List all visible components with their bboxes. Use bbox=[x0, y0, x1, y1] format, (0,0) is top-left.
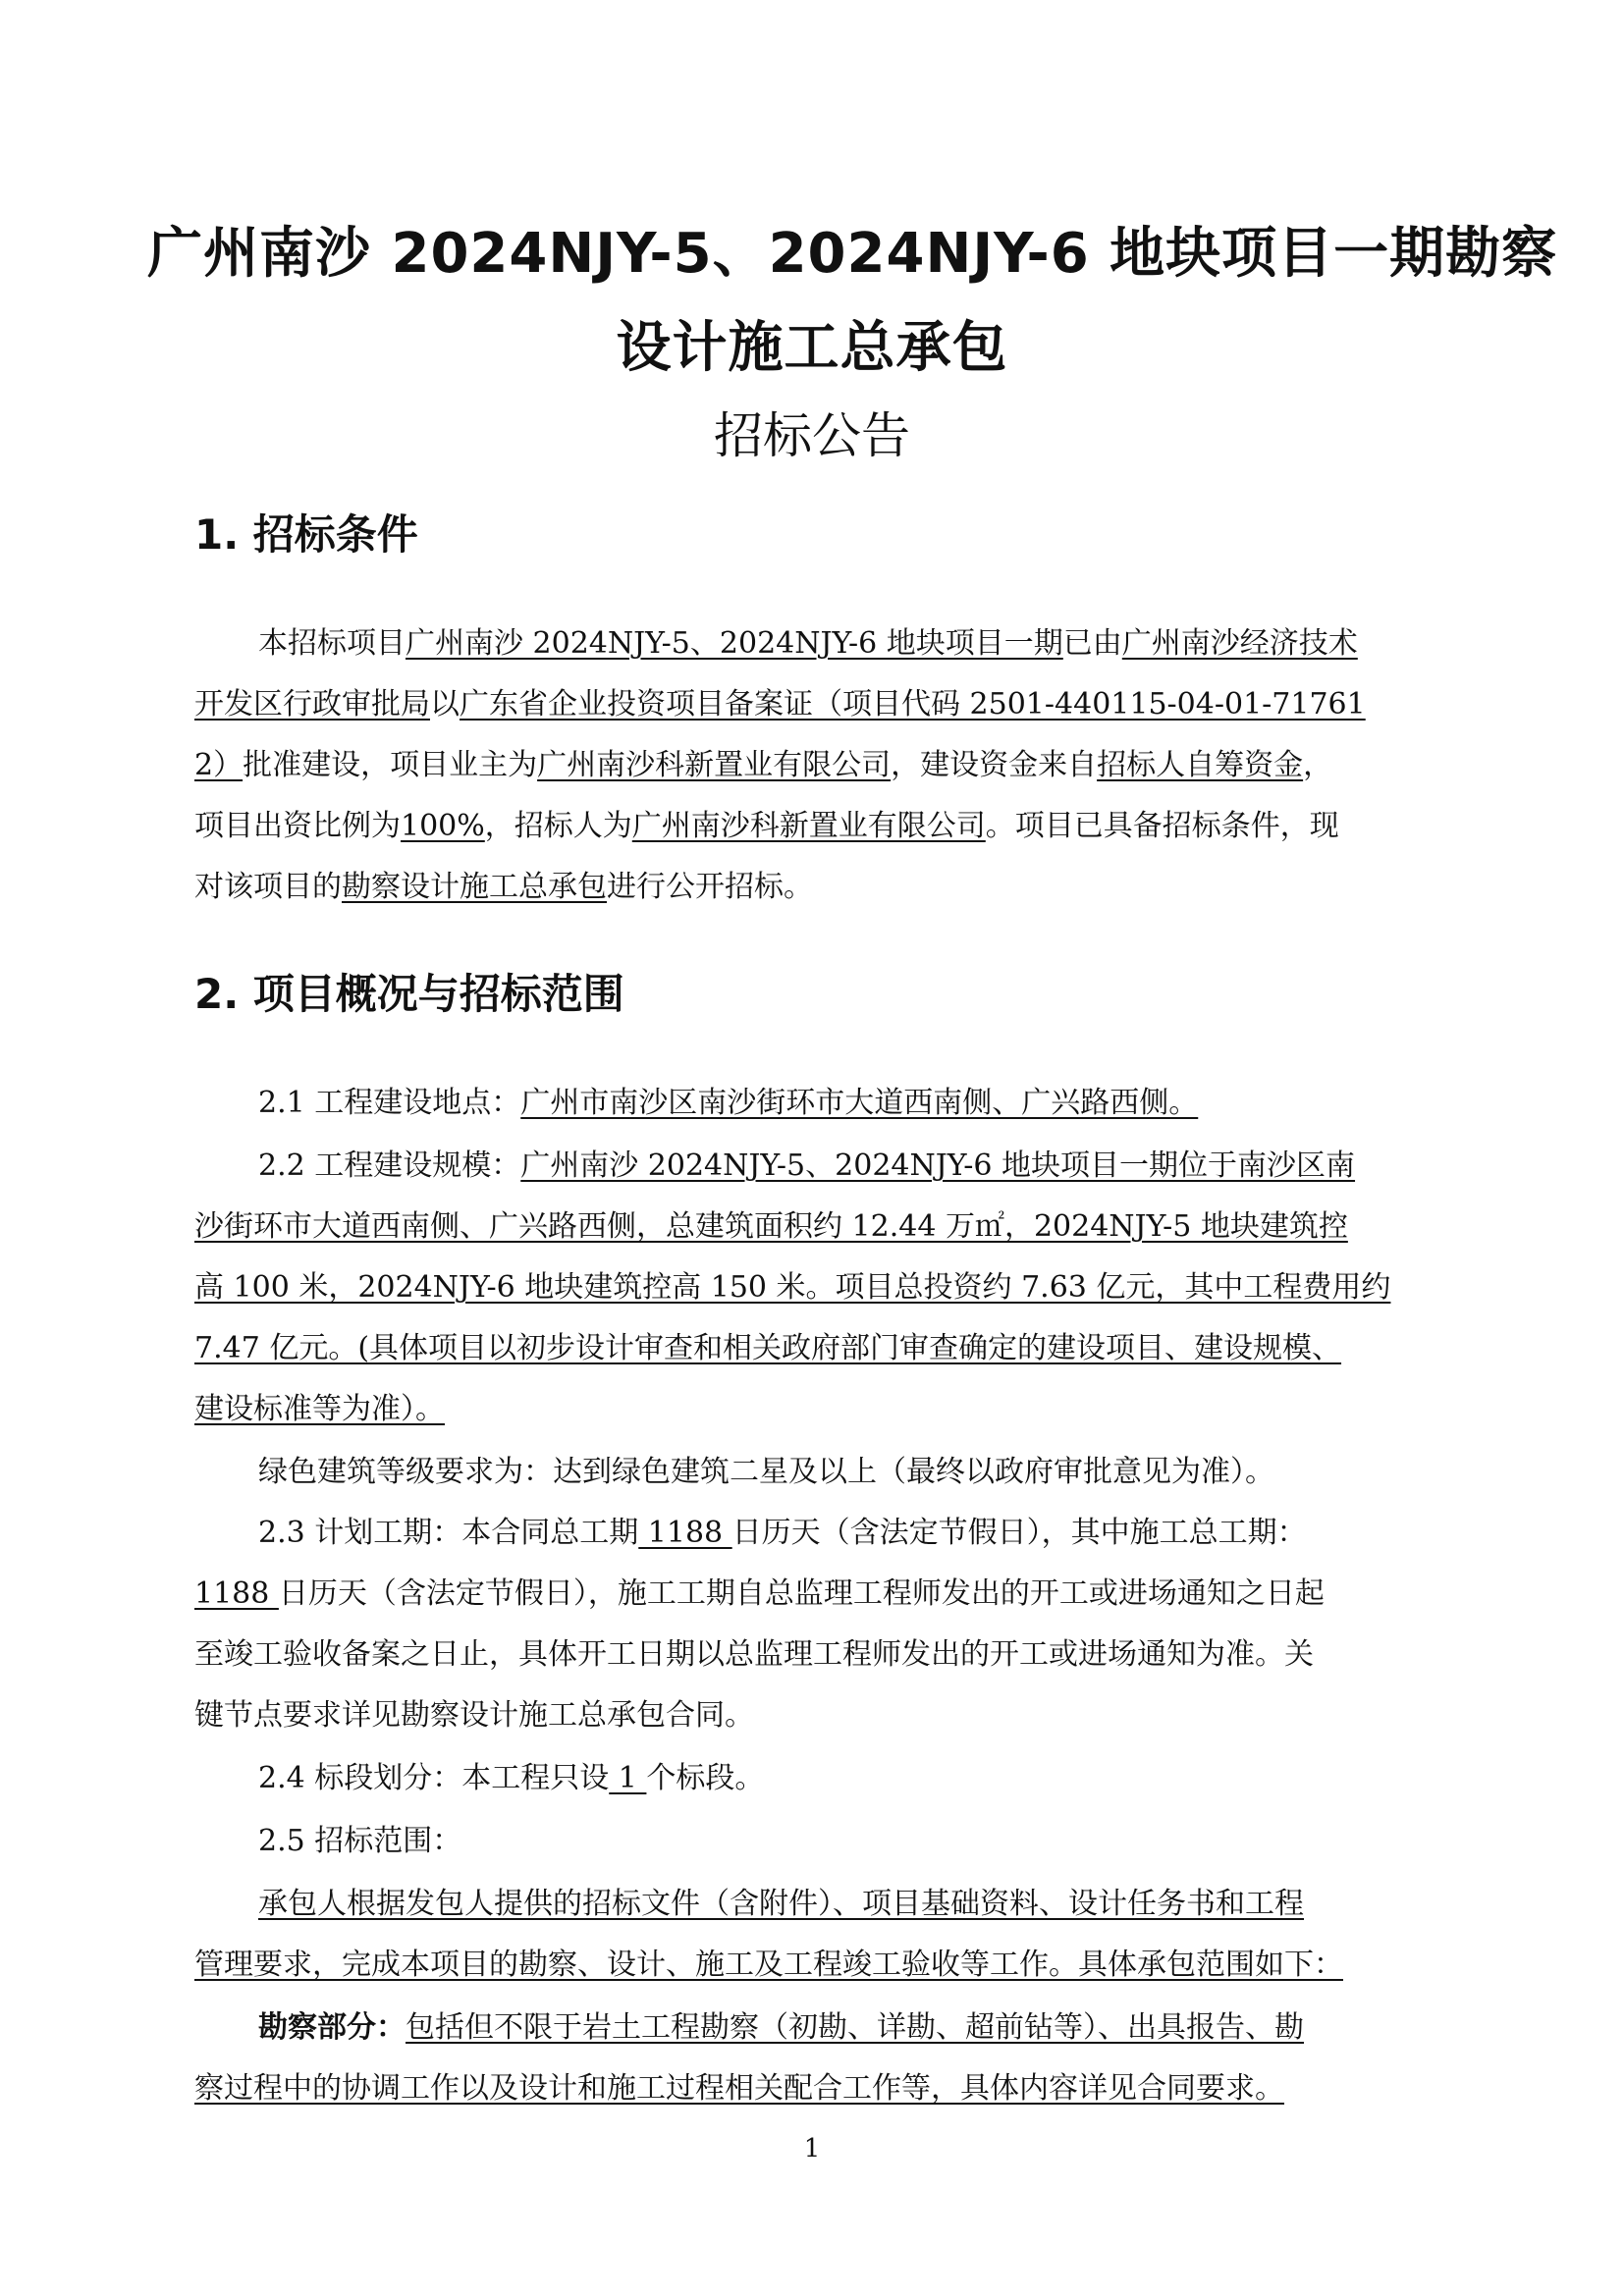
text: 日历天（含法定节假日），其中施工总工期： bbox=[731, 1516, 1307, 1550]
page-number: 1 bbox=[803, 2134, 821, 2163]
text: 批准建设，项目业主为 bbox=[243, 748, 538, 782]
document-subtitle: 招标公告 bbox=[714, 407, 910, 464]
s2-4-sections bbox=[258, 1759, 764, 1798]
label: 2.1 工程建设地点： bbox=[258, 1086, 521, 1120]
s2-3-line-3: 至竣工验收备案之日止，具体开工日期以总监理工程师发出的开工或进场通知为准。关 bbox=[194, 1637, 1314, 1672]
text: 2.4 标段划分：本工程只设 bbox=[258, 1761, 610, 1795]
document-title-line-1: 广州南沙 2024NJY-5、2024NJY-6 地块项目一期勘察 bbox=[147, 222, 1558, 286]
survey-scope-line-2: 察过程中的协调工作以及设计和施工过程相关配合工作等，具体内容详见合同要求。 bbox=[194, 2071, 1284, 2106]
scale-value: 广州南沙 2024NJY-5、2024NJY-6 地块项目一期位于南沙区南 bbox=[520, 1148, 1356, 1183]
approval-authority-cont: 开发区行政审批局 bbox=[194, 687, 430, 721]
s1-line-4 bbox=[194, 807, 1339, 846]
text: ，建设资金来自 bbox=[891, 748, 1098, 782]
green-building-requirement: 绿色建筑等级要求为：达到绿色建筑二星及以上（最终以政府审批意见为准）。 bbox=[258, 1455, 1274, 1489]
text: ， bbox=[1303, 748, 1333, 782]
text: 本招标项目 bbox=[258, 626, 406, 661]
survey-scope-line-1 bbox=[258, 2008, 1304, 2048]
survey-label: 勘察部分： bbox=[258, 2010, 406, 2045]
label: 2.2 工程建设规模： bbox=[258, 1148, 521, 1183]
section-2-heading: 2. 项目概况与招标范围 bbox=[194, 970, 624, 1018]
construction-duration: 1188 bbox=[194, 1576, 279, 1611]
s2-2-line-5: 建设标准等为准）。 bbox=[194, 1392, 445, 1426]
tender-scope: 勘察设计施工总承包 bbox=[342, 870, 607, 904]
location-value: 广州市南沙区南沙街环市大道西南侧、广兴路西侧。 bbox=[520, 1086, 1199, 1120]
s1-line-2 bbox=[194, 685, 1366, 724]
text: 项目出资比例为 bbox=[194, 809, 401, 843]
project-owner: 广州南沙科新置业有限公司 bbox=[537, 748, 892, 782]
filing-certificate: 广东省企业投资项目备案证（项目代码 2501-440115-04-01-71761 bbox=[460, 687, 1366, 721]
text: 已由 bbox=[1062, 626, 1122, 661]
text: 。项目已具备招标条件，现 bbox=[985, 809, 1339, 843]
document-title-line-2: 设计施工总承包 bbox=[616, 316, 1008, 380]
project-name: 广州南沙 2024NJY-5、2024NJY-6 地块项目一期 bbox=[406, 626, 1063, 661]
text: 对该项目的 bbox=[194, 870, 342, 904]
approval-authority: 广州南沙经济技术 bbox=[1121, 626, 1358, 661]
text: 2.3 计划工期：本合同总工期 bbox=[258, 1516, 639, 1550]
text: 以 bbox=[430, 687, 460, 721]
text: 进行公开招标。 bbox=[607, 870, 813, 904]
s2-2-line-1 bbox=[258, 1147, 1355, 1186]
section-count: 1 bbox=[609, 1761, 647, 1795]
tenderer: 广州南沙科新置业有限公司 bbox=[631, 809, 986, 843]
s2-5-label: 2.5 招标范围： bbox=[258, 1824, 462, 1858]
text: 日历天（含法定节假日），施工工期自总监理工程师发出的开工或进场通知之日起 bbox=[278, 1576, 1325, 1611]
text: ，招标人为 bbox=[484, 809, 632, 843]
total-duration: 1188 bbox=[638, 1516, 732, 1550]
survey-text: 包括但不限于岩土工程勘察（初勘、详勘、超前钻等）、出具报告、勘 bbox=[406, 2010, 1304, 2045]
s2-5-line-1: 承包人根据发包人提供的招标文件（含附件）、项目基础资料、设计任务书和工程 bbox=[258, 1887, 1304, 1921]
text: 个标段。 bbox=[646, 1761, 765, 1795]
section-1-heading: 1. 招标条件 bbox=[194, 510, 418, 559]
s2-2-line-4: 7.47 亿元。(具体项目以初步设计审查和相关政府部门审查确定的建设项目、建设规模、 bbox=[194, 1331, 1342, 1365]
s2-2-line-3: 高 100 米，2024NJY-6 地块建筑控高 150 米。项目总投资约 7.63 亿元，其中工程费用约 bbox=[194, 1270, 1391, 1305]
s2-1-location bbox=[258, 1084, 1198, 1123]
s1-line-5 bbox=[194, 868, 813, 907]
s2-3-line-2 bbox=[194, 1575, 1325, 1614]
s1-line-3 bbox=[194, 746, 1332, 785]
s2-5-line-2: 管理要求，完成本项目的勘察、设计、施工及工程竣工验收等工作。具体承包范围如下： bbox=[194, 1948, 1343, 1982]
investment-ratio: 100% bbox=[401, 809, 485, 843]
s1-line-1 bbox=[258, 624, 1358, 664]
filing-certificate-cont: 2） bbox=[194, 748, 244, 782]
s2-2-line-2: 沙街环市大道西南侧、广兴路西侧，总建筑面积约 12.44 万㎡，2024NJY-5 地块建筑控 bbox=[194, 1209, 1348, 1244]
s2-3-line-1 bbox=[258, 1514, 1307, 1553]
s2-3-line-4: 键节点要求详见勘察设计施工总承包合同。 bbox=[194, 1698, 754, 1733]
funding-source: 招标人自筹资金 bbox=[1097, 748, 1304, 782]
